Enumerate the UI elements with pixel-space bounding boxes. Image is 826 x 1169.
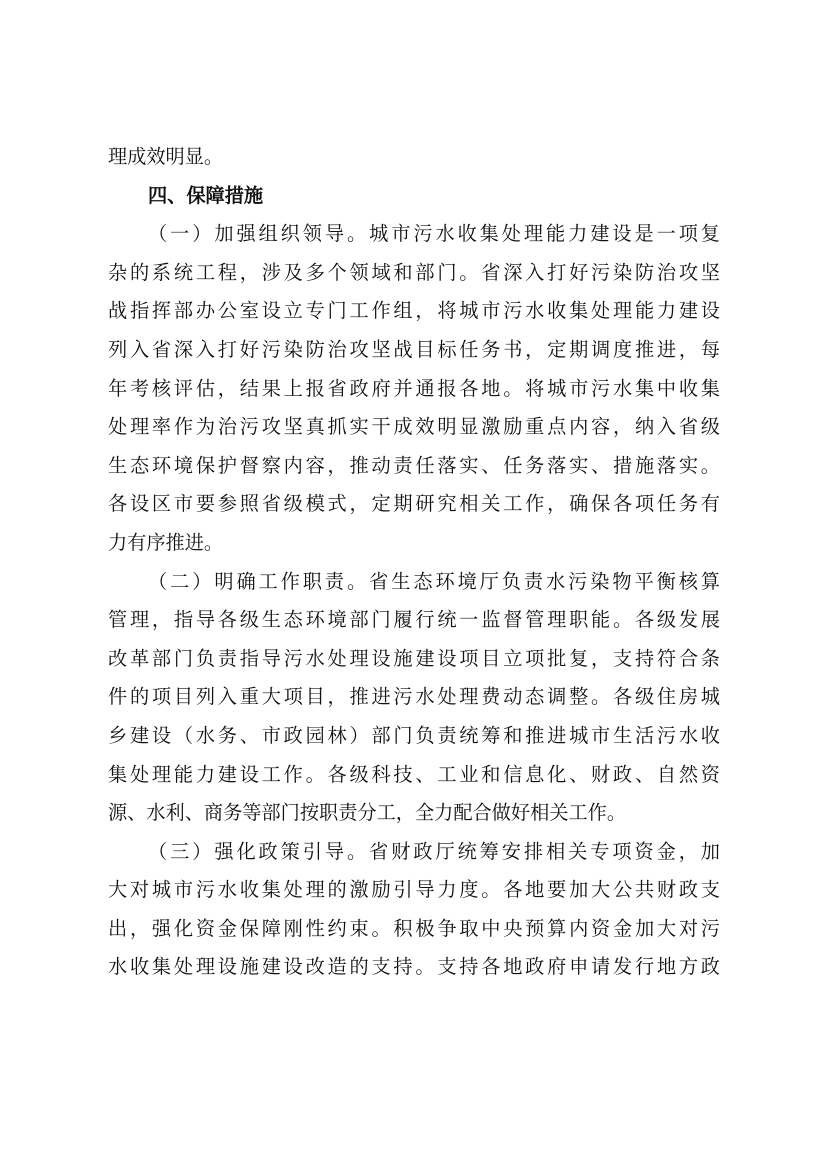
paragraph-line: 出，强化资金保障刚性约束。积极争取中央预算内资金加大对污 xyxy=(108,916,720,940)
paragraph-line: 杂的系统工程，涉及多个领域和部门。省深入打好污染防治攻坚 xyxy=(108,260,720,284)
paragraph-line: 管理，指导各级生态环境部门履行统一监督管理职能。各级发展 xyxy=(108,608,720,632)
section-heading: 四、保障措施 xyxy=(148,183,264,207)
paragraph-line: （二）明确工作职责。省生态环境厅负责水污染物平衡核算 xyxy=(148,569,720,593)
paragraph-policy-guidance xyxy=(108,833,720,987)
paragraph-line: 力有序推进。 xyxy=(108,530,224,554)
paragraph-line: 生态环境保护督察内容，推动责任落实、任务落实、措施落实。 xyxy=(108,453,720,477)
paragraph-line: 改革部门负责指导污水处理设施建设项目立项批复，支持符合条 xyxy=(108,646,720,670)
paragraph-line: 各设区市要参照省级模式，定期研究相关工作，确保各项任务有 xyxy=(108,492,720,516)
document-body xyxy=(108,138,720,987)
paragraph-organization-leadership xyxy=(108,215,720,562)
paragraph-line: 件的项目列入重大项目，推进污水处理费动态调整。各级住房城 xyxy=(108,685,720,709)
paragraph-line: 年考核评估，结果上报省政府并通报各地。将城市污水集中收集 xyxy=(108,376,720,400)
paragraph-line: 处理率作为治污攻坚真抓实干成效明显激励重点内容，纳入省级 xyxy=(108,415,720,439)
paragraph-line: 大对城市污水收集处理的激励引导力度。各地要加大公共财政支 xyxy=(108,878,720,902)
paragraph-line: 乡建设（水务、市政园林）部门负责统筹和推进城市生活污水收 xyxy=(108,723,720,747)
paragraph-line: 集处理能力建设工作。各级科技、工业和信息化、财政、自然资 xyxy=(108,762,720,786)
paragraph-line: 水收集处理设施建设改造的支持。支持各地政府申请发行地方政 xyxy=(108,955,720,979)
paragraph-line: 战指挥部办公室设立专门工作组，将城市污水收集处理能力建设 xyxy=(108,299,720,323)
paragraph-line: 源、水利、商务等部门按职责分工，全力配合做好相关工作。 xyxy=(108,801,627,825)
paragraph-work-responsibilities xyxy=(108,563,720,833)
continuation-line: 理成效明显。 xyxy=(108,145,224,168)
paragraph-line: （三）强化政策引导。省财政厅统筹安排相关专项资金，加 xyxy=(148,839,720,863)
paragraph-line: 列入省深入打好污染防治攻坚战目标任务书，定期调度推进，每 xyxy=(108,337,720,361)
paragraph-line: （一）加强组织领导。城市污水收集处理能力建设是一项复 xyxy=(148,222,720,246)
